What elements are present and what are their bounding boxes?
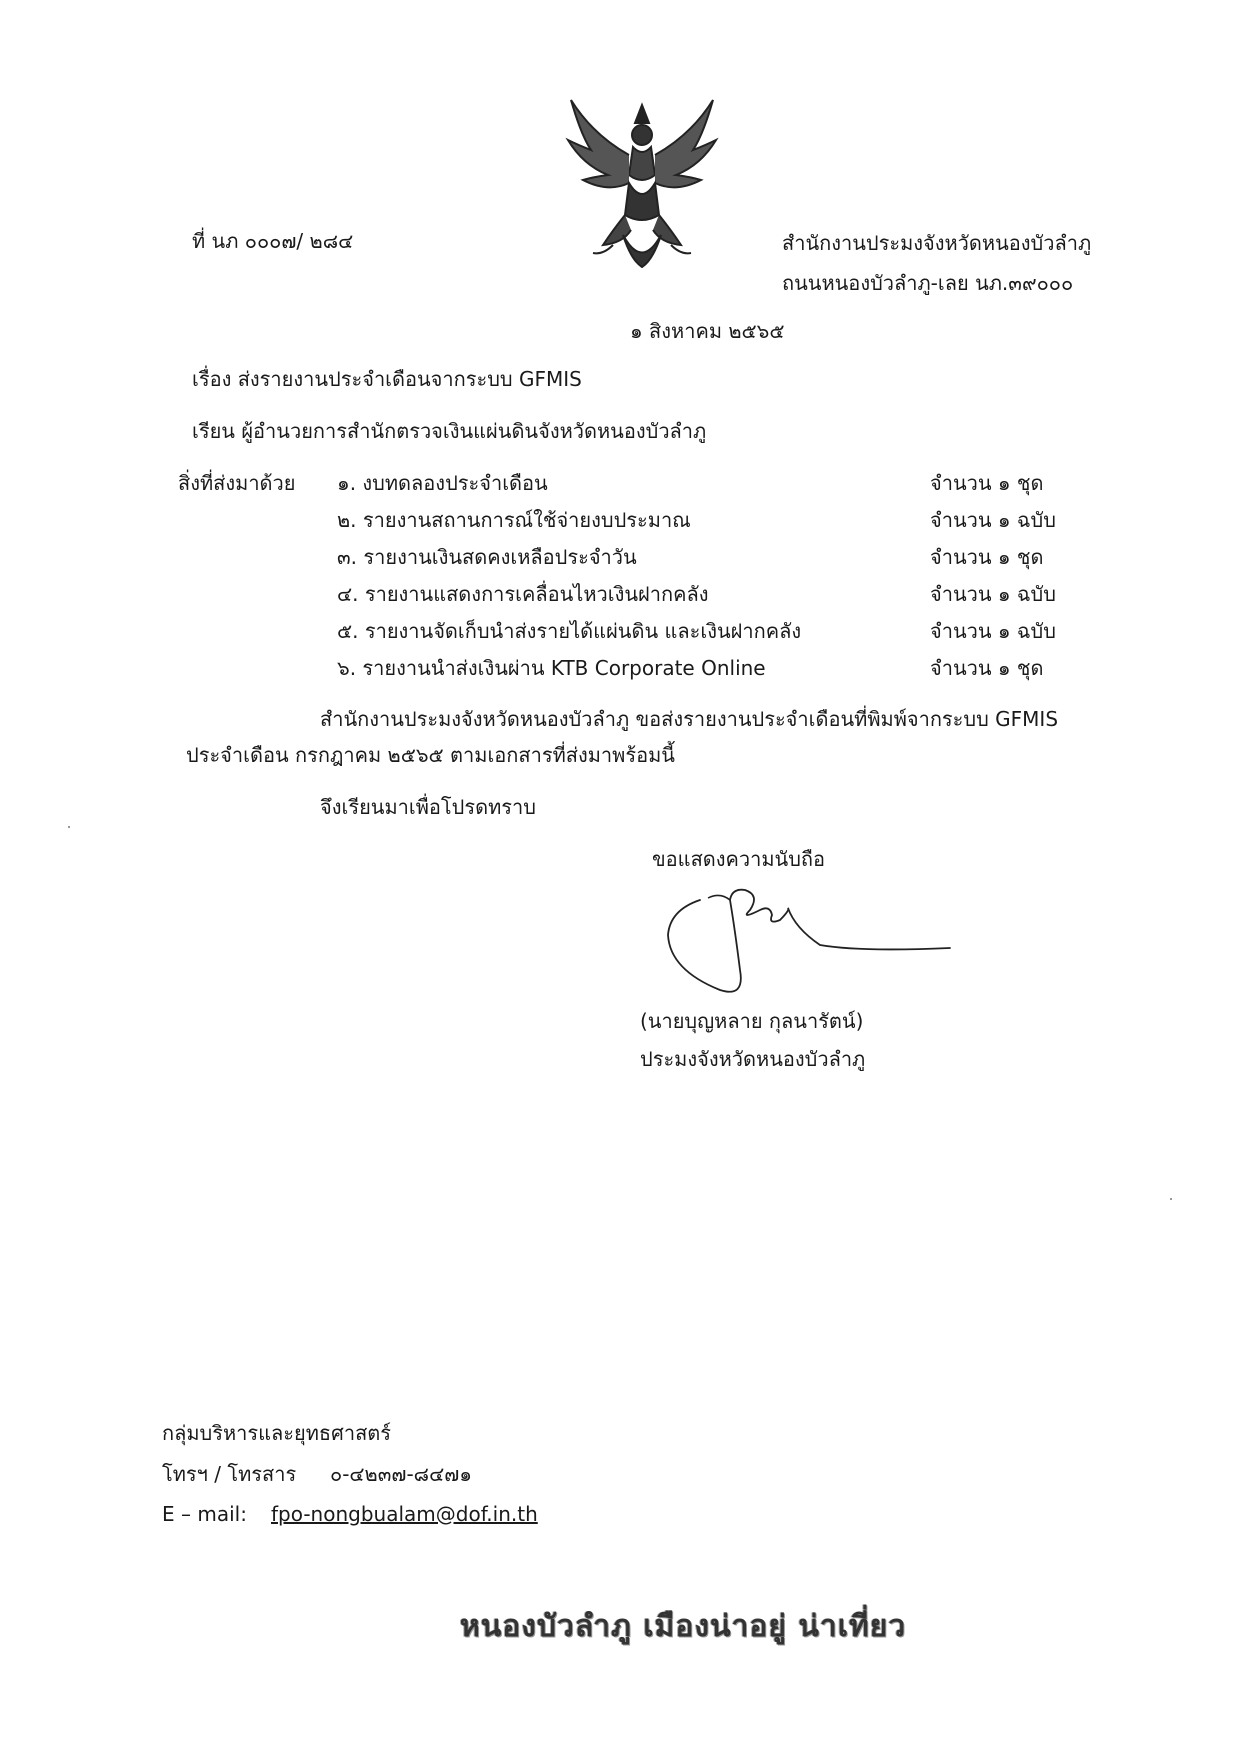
recipient-line: เรียน ผู้อำนวยการสำนักตรวจเงินแผ่นดินจังหวัดหนองบัวลำภู	[192, 419, 707, 443]
attachments-list	[0, 0, 1240, 700]
letter-date: ๑ สิงหาคม ๒๕๖๕	[630, 319, 785, 343]
attachment-item: ๒. รายงานสถานการณ์ใช้จ่ายงบประมาณ	[337, 508, 691, 532]
office-address: ถนนหนองบัวลำภู-เลย นภ.๓๙๐๐๐	[782, 271, 1074, 295]
signature-icon	[660, 880, 960, 1010]
complimentary-close: ขอแสดงความนับถือ	[652, 847, 826, 871]
attachment-item: ๔. รายงานแสดงการเคลื่อนไหวเงินฝากคลัง	[337, 582, 709, 606]
email-link[interactable]: fpo-nongbualam@dof.in.th	[271, 1502, 538, 1526]
attachment-item: ๖. รายงานนำส่งเงินผ่าน KTB Corporate Online	[337, 656, 766, 680]
body-paragraph-line1: สำนักงานประมงจังหวัดหนองบัวลำภู ขอส่งรายงานประจำเดือนที่พิมพ์จากระบบ GFMIS	[320, 707, 1059, 731]
email-label: E – mail:	[162, 1502, 247, 1526]
scan-speck	[68, 826, 70, 828]
attachment-qty: จำนวน ๑ ชุด	[930, 656, 1044, 680]
attachments-label: สิ่งที่ส่งมาด้วย	[178, 471, 296, 495]
attachment-qty: จำนวน ๑ ชุด	[930, 471, 1044, 495]
attachment-item: ๕. รายงานจัดเก็บนำส่งรายได้แผ่นดิน และเงินฝากคลัง	[337, 619, 802, 643]
phone-label: โทรฯ / โทรสาร	[162, 1462, 297, 1486]
slogan-text: หนองบัวลำภู เมืองน่าอยู่ น่าเที่ยว	[460, 1609, 907, 1644]
department-name: กลุ่มบริหารและยุทธศาสตร์	[162, 1421, 392, 1445]
attachment-qty: จำนวน ๑ ฉบับ	[930, 619, 1056, 643]
scan-speck	[1170, 1198, 1172, 1200]
signer-name: (นายบุญหลาย กุลนารัตน์)	[640, 1009, 864, 1033]
attachment-qty: จำนวน ๑ ฉบับ	[930, 582, 1056, 606]
body-paragraph-line2: ประจำเดือน กรกฎาคม ๒๕๖๕ ตามเอกสารที่ส่งมาพร้อมนี้	[186, 743, 675, 767]
office-name: สำนักงานประมงจังหวัดหนองบัวลำภู	[782, 231, 1092, 255]
signer-title: ประมงจังหวัดหนองบัวลำภู	[640, 1047, 866, 1071]
subject-line: เรื่อง ส่งรายงานประจำเดือนจากระบบ GFMIS	[192, 367, 582, 391]
phone-number: ๐-๔๒๓๗-๘๔๗๑	[330, 1462, 472, 1486]
footer-slogan	[460, 1595, 930, 1665]
closing-request: จึงเรียนมาเพื่อโปรดทราบ	[320, 795, 536, 819]
document-number: ที่ นภ ๐๐๐๗/ ๒๘๔	[192, 229, 354, 253]
attachment-item: ๑. งบทดลองประจำเดือน	[337, 471, 548, 495]
attachment-qty: จำนวน ๑ ชุด	[930, 545, 1044, 569]
attachment-qty: จำนวน ๑ ฉบับ	[930, 508, 1056, 532]
attachment-item: ๓. รายงานเงินสดคงเหลือประจำวัน	[337, 545, 637, 569]
